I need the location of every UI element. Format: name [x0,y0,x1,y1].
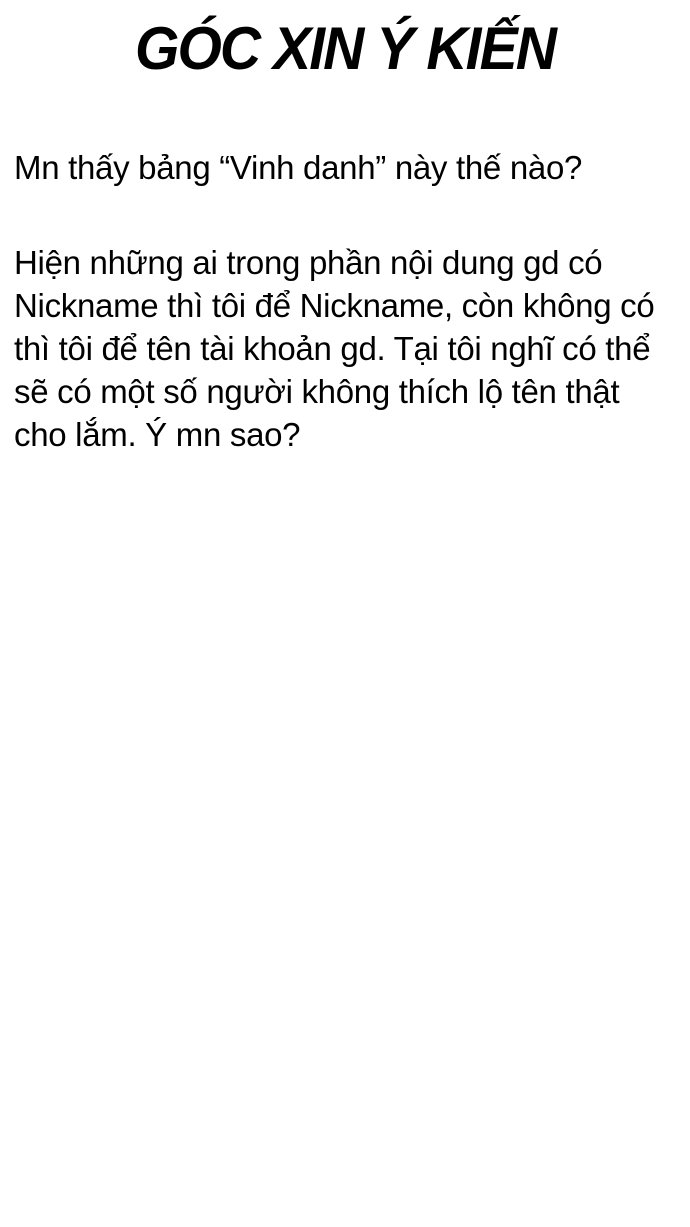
explanation-paragraph: Hiện những ai trong phần nội dung gd có Nickname thì tôi để Nickname, còn không có thì tôi để tên tài khoản gd. Tại tôi nghĩ có thể sẽ có một số người không thích lộ tên thật cho lắm. Ý mn sao? [14,244,655,453]
question-paragraph: Mn thấy bảng “Vinh danh” này thế nào? [14,149,583,186]
page-title: GÓC XIN Ý KIẾN [135,15,555,82]
